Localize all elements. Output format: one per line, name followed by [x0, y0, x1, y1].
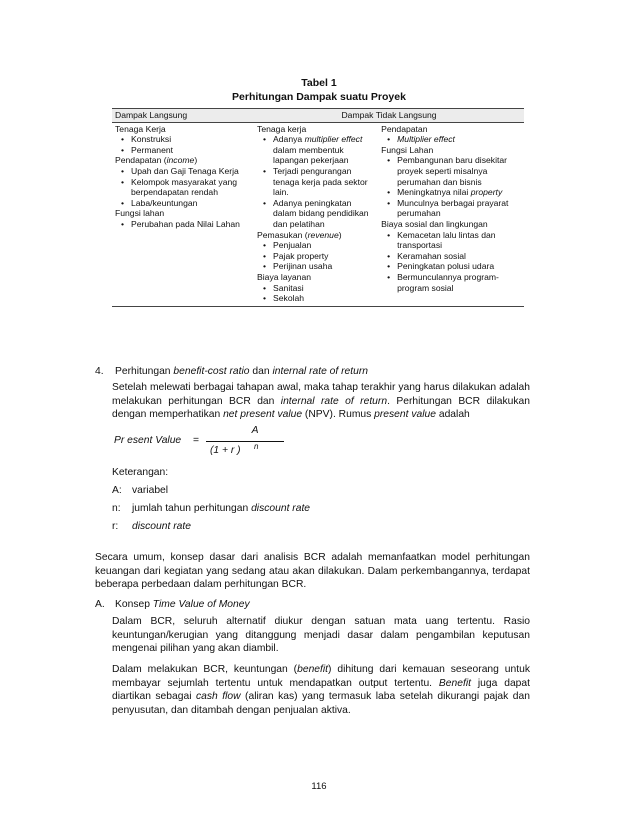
- formula-exponent: n: [254, 442, 259, 451]
- list-item: • Pembangunan baru disekitar proyek seperti misalnya perumahan dan bisnis: [397, 155, 521, 187]
- formula-numerator: A: [251, 425, 259, 436]
- list-item: • Laba/keuntungan: [131, 198, 251, 209]
- header-direct: Dampak Langsung: [112, 109, 254, 123]
- present-value-formula: [114, 425, 334, 465]
- section-4-heading: 4. Perhitungan benefit-cost ratio dan internal rate of return: [95, 366, 369, 377]
- list-item: • Terjadi pengurangan tenaga kerja pada sektor lain.: [273, 166, 375, 198]
- keterangan-title: Keterangan:: [112, 467, 169, 478]
- keterangan-n: n: jumlah tahun perhitungan discount rate: [112, 503, 311, 514]
- bullet-list: [257, 240, 375, 272]
- list-item: • Perubahan pada Nilai Lahan: [131, 219, 251, 230]
- bullet-list: [381, 155, 521, 219]
- category-label: Tenaga kerja: [257, 123, 307, 134]
- list-item: • Permanent: [131, 145, 251, 156]
- indirect-impact-cell-1: [254, 122, 378, 306]
- formula-denominator: (1 + r ): [210, 445, 241, 456]
- list-item: • Adanya multiplier effect dalam membentuk lapangan pekerjaan: [273, 134, 375, 166]
- bullet-list: [115, 166, 251, 208]
- bullet-list: [381, 230, 521, 294]
- table-title: Perhitungan Dampak suatu Proyek: [232, 91, 406, 103]
- list-item: • Kelompok masyarakat yang berpendapatan rendah: [131, 177, 251, 198]
- formula-equals: =: [193, 435, 200, 446]
- keterangan-a: A: variabel: [112, 485, 169, 496]
- category-label: Pendapatan (income): [115, 155, 198, 166]
- list-item: • Kemacetan lalu lintas dan transportasi: [397, 230, 521, 251]
- list-item: • Pajak property: [273, 251, 375, 262]
- fraction-bar: [206, 441, 284, 442]
- list-item: • Meningkatnya nilai property: [397, 187, 521, 198]
- list-item: • Munculnya berbagai prayarat perumahan: [397, 198, 521, 219]
- bullet-list: [257, 283, 375, 304]
- section-4-paragraph: Setelah melewati berbagai tahapan awal, maka tahap terakhir yang harus dilakukan adalah melakukan perhitungan BCR dan internal rate of return. Perhitungan BCR dilakukan dengan memperhatikan net present value (NPV). Rumus present value adalah: [112, 382, 530, 421]
- category-label: Biaya layanan: [257, 271, 312, 282]
- list-item: • Sanitasi: [273, 283, 375, 294]
- page-number: 116: [311, 781, 327, 792]
- list-item: • Konstruksi: [131, 134, 251, 145]
- header-indirect: Dampak Tidak Langsung: [254, 109, 524, 123]
- section-a-paragraph-2: Dalam melakukan BCR, keuntungan (benefit) dihitung dari kemauan seseorang untuk membayar sejumlah tertentu untuk mendapatkan output tertentu. Benefit juga dapat diartikan sebagai cash flow (aliran kas) yang termasuk laba setelah dikurangi pajak dan penyusutan, dan ditambah dengan penjualan aktiva.: [112, 664, 530, 716]
- list-item: • Perijinan usaha: [273, 261, 375, 272]
- table-number: Tabel 1: [301, 77, 337, 89]
- list-item: • Sekolah: [273, 293, 375, 304]
- table-caption: [0, 76, 638, 104]
- section-a-paragraph-1: Dalam BCR, seluruh alternatif diukur dengan satuan mata uang tertentu. Rasio keuntungan/kerugian yang ditanggung menjadi dasar dalam pengambilan keputusan mengenai pilihan yang akan diambil.: [112, 616, 530, 655]
- list-item: • Keramahan sosial: [397, 251, 521, 262]
- bullet-list: [115, 219, 251, 230]
- list-item: • Adanya peningkatan dalam bidang pendidikan dan pelatihan: [273, 198, 375, 230]
- bullet-list: [115, 134, 251, 155]
- list-item: • Penjualan: [273, 240, 375, 251]
- bcr-paragraph: Secara umum, konsep dasar dari analisis BCR adalah memanfaatkan model perhitungan keuangan dari kegiatan yang sedang atau akan dilakukan. Dalam perkembangannya, terdapat beberapa perbedaan dalam perhitungan BCR.: [95, 552, 530, 591]
- bullet-list: [257, 134, 375, 229]
- category-label: Pendapatan: [381, 123, 428, 134]
- formula-lhs: Pr esent Value: [114, 435, 182, 446]
- list-item: • Upah dan Gaji Tenaga Kerja: [131, 166, 251, 177]
- list-item: • Multiplier effect: [397, 134, 521, 145]
- category-label: Pemasukan (revenue): [257, 229, 342, 240]
- category-label: Fungsi lahan: [115, 208, 165, 219]
- category-label: Tenaga Kerja: [115, 123, 166, 134]
- impact-table: [112, 108, 524, 307]
- list-item: • Peningkatan polusi udara: [397, 261, 521, 272]
- section-a-heading: A. Konsep Time Value of Money: [95, 599, 250, 610]
- indirect-impact-cell-2: [378, 122, 524, 306]
- category-label: Fungsi Lahan: [381, 144, 434, 155]
- keterangan-r: r: discount rate: [112, 521, 191, 532]
- bullet-list: [381, 134, 521, 145]
- direct-impact-cell: [112, 122, 254, 306]
- category-label: Biaya sosial dan lingkungan: [381, 218, 488, 229]
- list-item: • Bermunculannya program-program sosial: [397, 272, 521, 293]
